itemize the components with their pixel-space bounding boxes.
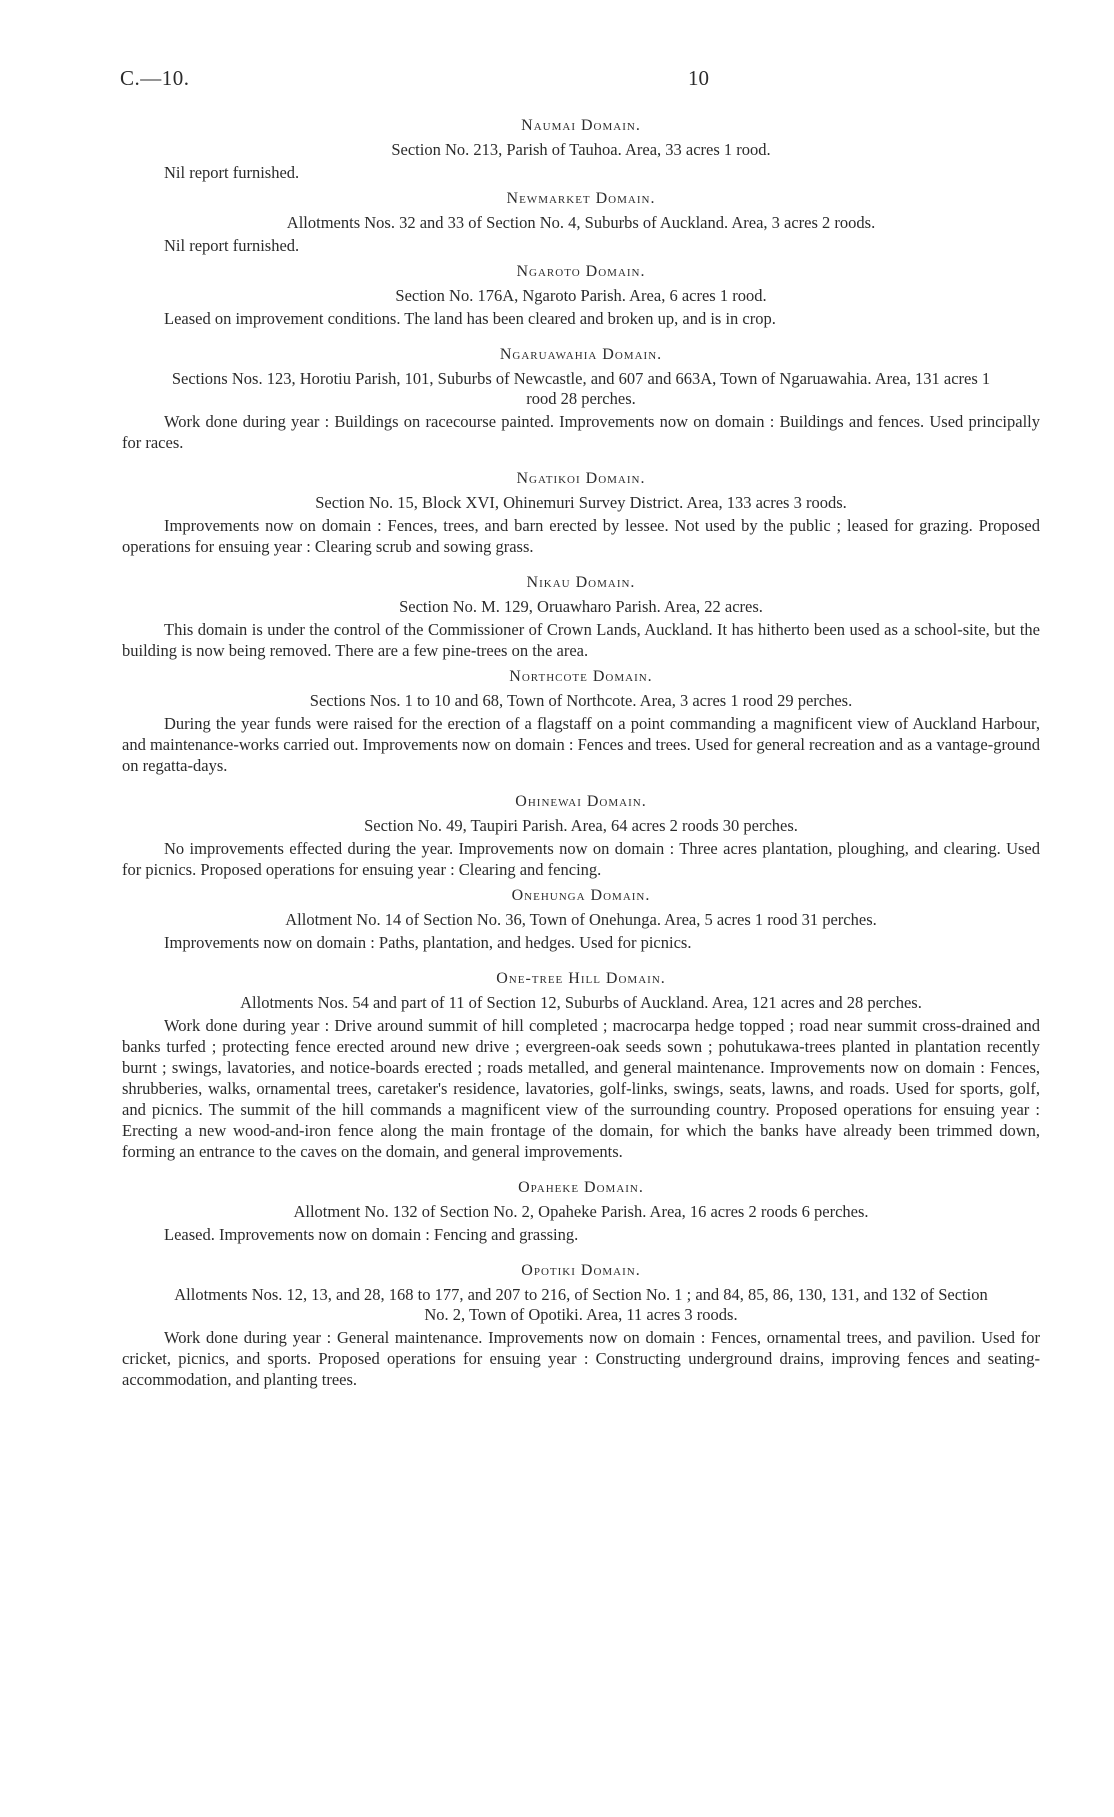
domain-title: Ohinewai Domain.: [515, 793, 647, 810]
document-body: [122, 116, 1040, 1390]
domain-entry-ngatikoi: [122, 469, 1040, 557]
domain-description: Section No. 49, Taupiri Parish. Area, 64 acres 2 roods 30 perches.: [364, 816, 798, 835]
domain-report: During the year funds were raised for the erection of a flagstaff on a point commanding a magnificent view of Auckland Harbour, and maintenance-works carried out. Improvements now on domain : Fences and trees. Used for general recreation and as a vantage-ground on regatta-days.: [122, 714, 1040, 775]
domain-description: Section No. 176A, Ngaroto Parish. Area, 6 acres 1 rood.: [395, 286, 767, 305]
domain-entry-naumai: [122, 116, 1040, 183]
domain-title: Ngaruawahia Domain.: [499, 346, 663, 363]
domain-description: Section No. M. 129, Oruawharo Parish. Area, 22 acres.: [399, 597, 763, 616]
domain-title: One-tree Hill Domain.: [496, 970, 666, 987]
domain-description: Allotment No. 14 of Section No. 36, Town of Onehunga. Area, 5 acres 1 rood 31 perches.: [285, 910, 877, 929]
domain-entry-ngaruawahia: [122, 345, 1040, 453]
domain-report: Nil report furnished.: [164, 236, 300, 255]
domain-report: Improvements now on domain : Fences, trees, and barn erected by lessee. Not used by the public ; leased for grazing. Proposed operations for ensuing year : Clearing scrub and sowing grass.: [122, 516, 1040, 556]
domain-description: Allotments Nos. 54 and part of 11 of Section 12, Suburbs of Auckland. Area, 121 acres and 28 perches.: [240, 993, 922, 1012]
document-reference: C.—10.: [120, 66, 190, 90]
page-header: [120, 66, 1040, 96]
domain-entry-northcote: [122, 667, 1040, 776]
domain-report: Improvements now on domain : Paths, plantation, and hedges. Used for picnics.: [164, 933, 692, 952]
domain-description: Allotments Nos. 12, 13, and 28, 168 to 177, and 207 to 216, of Section No. 1 ; and 84, 85, 86, 130, 131, and 132 of Section No. 2, Town of Opotiki. Area, 11 acres 3 roods.: [174, 1285, 988, 1324]
domain-title: Onehunga Domain.: [511, 887, 651, 904]
domain-report: Work done during year : Buildings on racecourse painted. Improvements now on domain : Buildings and fences. Used principally for races.: [122, 412, 1040, 452]
domain-title: Ngaroto Domain.: [516, 263, 646, 280]
domain-title: Nikau Domain.: [526, 574, 636, 591]
domain-entry-ngaroto: [122, 262, 1040, 329]
domain-title: Naumai Domain.: [521, 117, 641, 134]
domain-report: No improvements effected during the year. Improvements now on domain : Three acres plantation, ploughing, and clearing. Used for picnics. Proposed operations for ensuing year : Clearing and fencing.: [122, 839, 1040, 879]
domain-description: Section No. 213, Parish of Tauhoa. Area, 33 acres 1 rood.: [391, 140, 771, 159]
domain-report: Leased. Improvements now on domain : Fencing and grassing.: [164, 1225, 579, 1244]
domain-description: Section No. 15, Block XVI, Ohinemuri Survey District. Area, 133 acres 3 roods.: [315, 493, 847, 512]
domain-entry-newmarket: [122, 189, 1040, 256]
domain-description: Allotments Nos. 32 and 33 of Section No. 4, Suburbs of Auckland. Area, 3 acres 2 roods.: [286, 213, 876, 232]
domain-report: Nil report furnished.: [164, 163, 300, 182]
domain-title: Opaheke Domain.: [518, 1179, 644, 1196]
domain-entry-ohinewai: [122, 792, 1040, 880]
domain-report: Work done during year : General maintenance. Improvements now on domain : Fences, ornamental trees, and pavilion. Used for cricket, picnics, and sports. Proposed operations for ensuing year : Constructing underground drains, improving fences and seating-accommodation, and planting trees.: [122, 1328, 1040, 1389]
domain-report: Leased on improvement conditions. The land has been cleared and broken up, and is in crop.: [164, 309, 776, 328]
domain-description: Sections Nos. 123, Horotiu Parish, 101, Suburbs of Newcastle, and 607 and 663A, Town of Ngaruawahia. Area, 131 acres 1 rood 28 perches.: [171, 369, 991, 408]
domain-title: Northcote Domain.: [509, 668, 653, 685]
domain-entry-one-tree-hill: [122, 969, 1040, 1162]
domain-report: Work done during year : Drive around summit of hill completed ; macrocarpa hedge topped ; road near summit cross-drained and banks turfed ; protecting fence erected around new drive ; evergreen-oak seeds sown ; pohutukawa-trees planted in plantation recently burnt ; swings, lavatories, and notice-boards erected ; roads metalled, and general maintenance. Improvements now on domain : Fences, shrubberies, walks, ornamental trees, caretaker's residence, lavatories, golf-links, swings, seats, lawns, and roads. Used for sports, golf, and picnics. The summit of the hill commands a magnificent view of the surrounding country. Proposed operations for ensuing year : Erecting a new wood-and-iron fence along the main frontage of the domain, for which the banks have already been trimmed down, forming an entrance to the caves on the domain, and general improvements.: [122, 1016, 1040, 1161]
domain-description: Sections Nos. 1 to 10 and 68, Town of Northcote. Area, 3 acres 1 rood 29 perches.: [309, 691, 853, 710]
domain-title: Opotiki Domain.: [521, 1262, 641, 1279]
domain-entry-opaheke: [122, 1178, 1040, 1245]
page-number: 10: [688, 66, 709, 90]
domain-entry-opotiki: [122, 1261, 1040, 1390]
domain-report: This domain is under the control of the Commissioner of Crown Lands, Auckland. It has hitherto been used as a school-site, but the building is now being removed. There are a few pine-trees on the area.: [122, 620, 1040, 660]
domain-entry-nikau: [122, 573, 1040, 661]
domain-title: Ngatikoi Domain.: [516, 470, 646, 487]
domain-title: Newmarket Domain.: [506, 190, 656, 207]
domain-entry-onehunga: [122, 886, 1040, 953]
domain-description: Allotment No. 132 of Section No. 2, Opaheke Parish. Area, 16 acres 2 roods 6 perches.: [293, 1202, 869, 1221]
